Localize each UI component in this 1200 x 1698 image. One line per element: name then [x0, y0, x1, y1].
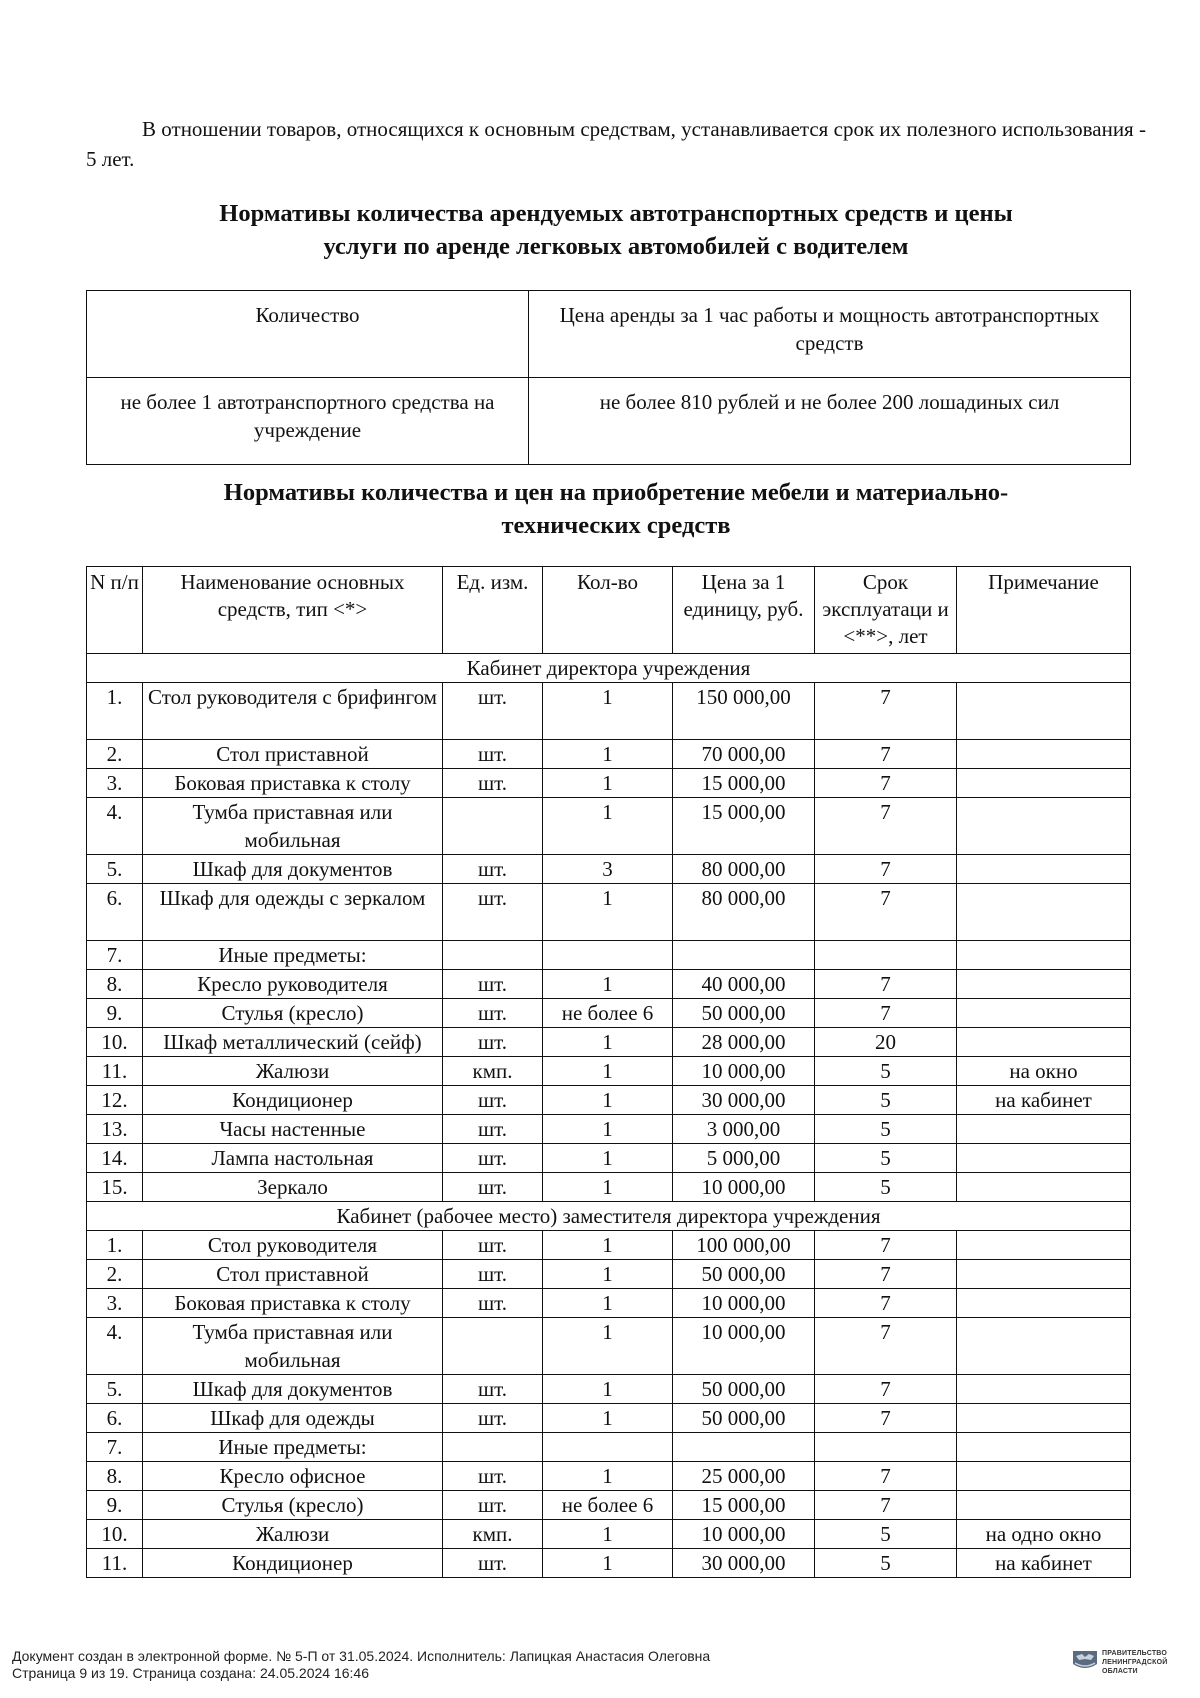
intro-paragraph: В отношении товаров, относящихся к основным средствам, устанавливается срок их полезного использования - 5 лет. [86, 117, 1146, 171]
cell-lifetime: 5 [815, 1173, 957, 1202]
section1-title-row [87, 654, 1131, 683]
cell-quantity: 1 [543, 1231, 673, 1260]
cell-unit: шт. [443, 1231, 543, 1260]
cell-unit: кмп. [443, 1520, 543, 1549]
table-row [87, 1433, 1131, 1462]
header-unit: Ед. изм. [443, 567, 543, 654]
cell-price: 30 000,00 [673, 1086, 815, 1115]
cell-lifetime: 20 [815, 1028, 957, 1057]
furniture-heading-line-1: Нормативы количества и цен на приобретение мебели и материально- [223, 479, 1009, 506]
cell-number: 3. [87, 1289, 143, 1318]
table-row [87, 970, 1131, 999]
cell-number: 8. [87, 1462, 143, 1491]
cell-lifetime: 5 [815, 1057, 957, 1086]
cell-number: 8. [87, 970, 143, 999]
cell-name: Кондиционер [143, 1549, 443, 1578]
cell-quantity: не более 6 [543, 1491, 673, 1520]
cell-price: 15 000,00 [673, 798, 815, 855]
cell-price: 25 000,00 [673, 1462, 815, 1491]
cell-unit: шт. [443, 1260, 543, 1289]
table-row [87, 1231, 1131, 1260]
table-row [87, 1520, 1131, 1549]
rent-heading-line-2: услуги по аренде легковых автомобилей с водителем [323, 233, 909, 260]
cell-name: Шкаф для документов [143, 1375, 443, 1404]
cell-number: 13. [87, 1115, 143, 1144]
cell-name: Стол приставной [143, 740, 443, 769]
table-row [87, 941, 1131, 970]
logo-line-3: ОБЛАСТИ [1102, 1668, 1138, 1675]
logo-line-2: ЛЕНИНГРАДСКОЙ [1102, 1659, 1168, 1666]
cell-lifetime: 7 [815, 1404, 957, 1433]
cell-unit [443, 798, 543, 855]
cell-quantity: 1 [543, 1404, 673, 1433]
cell-lifetime: 7 [815, 1491, 957, 1520]
furniture-header-row [87, 567, 1131, 654]
cell-number: 1. [87, 1231, 143, 1260]
section-title: Кабинет директора учреждения [87, 654, 1131, 683]
table-row [87, 1404, 1131, 1433]
cell-note [957, 683, 1131, 740]
cell-name: Шкаф металлический (сейф) [143, 1028, 443, 1057]
rent-table [86, 290, 1131, 465]
cell-quantity: 1 [543, 1462, 673, 1491]
cell-number: 15. [87, 1173, 143, 1202]
cell-number: 7. [87, 941, 143, 970]
rent-cell-price: не более 810 рублей и не более 200 лошадиных сил [529, 378, 1131, 465]
cell-unit: шт. [443, 1462, 543, 1491]
cell-quantity: 1 [543, 683, 673, 740]
cell-number: 2. [87, 740, 143, 769]
cell-number: 11. [87, 1057, 143, 1086]
cell-name: Шкаф для одежды [143, 1404, 443, 1433]
cell-unit: шт. [443, 1173, 543, 1202]
cell-price: 10 000,00 [673, 1173, 815, 1202]
cell-number: 10. [87, 1028, 143, 1057]
cell-quantity: 1 [543, 1086, 673, 1115]
cell-name: Стол приставной [143, 1260, 443, 1289]
cell-note [957, 1375, 1131, 1404]
cell-unit: шт. [443, 1289, 543, 1318]
cell-lifetime: 5 [815, 1115, 957, 1144]
cell-lifetime: 5 [815, 1549, 957, 1578]
header-lifetime: Срок эксплуатаци и <**>, лет [815, 567, 957, 654]
cell-note [957, 1144, 1131, 1173]
footer-line-1: Документ создан в электронной форме. № 5-П от 31.05.2024. Исполнитель: Лапицкая Анастасия Олеговна [12, 1648, 711, 1664]
cell-price: 80 000,00 [673, 884, 815, 941]
cell-number: 12. [87, 1086, 143, 1115]
cell-unit: кмп. [443, 1057, 543, 1086]
table-row [87, 1462, 1131, 1491]
cell-lifetime: 7 [815, 683, 957, 740]
cell-number: 9. [87, 999, 143, 1028]
cell-number: 1. [87, 683, 143, 740]
cell-lifetime: 7 [815, 884, 957, 941]
cell-number: 6. [87, 884, 143, 941]
cell-note [957, 855, 1131, 884]
cell-quantity: 1 [543, 1375, 673, 1404]
cell-note [957, 798, 1131, 855]
cell-unit: шт. [443, 683, 543, 740]
emblem-icon [1072, 1648, 1098, 1672]
cell-quantity: 1 [543, 740, 673, 769]
logo-line-1: ПРАВИТЕЛЬСТВО [1102, 1650, 1168, 1657]
table-row [87, 884, 1131, 941]
rent-header-price: Цена аренды за 1 час работы и мощность автотранспортных средств [529, 291, 1131, 378]
cell-quantity: 1 [543, 769, 673, 798]
cell-unit: шт. [443, 769, 543, 798]
cell-quantity: 1 [543, 884, 673, 941]
cell-lifetime: 7 [815, 798, 957, 855]
cell-lifetime: 7 [815, 1231, 957, 1260]
logo-caption [1102, 1649, 1192, 1676]
cell-name: Боковая приставка к столу [143, 1289, 443, 1318]
cell-quantity: 1 [543, 1028, 673, 1057]
cell-unit: шт. [443, 1491, 543, 1520]
cell-unit [443, 941, 543, 970]
cell-name: Кресло офисное [143, 1462, 443, 1491]
section2-title-row [87, 1202, 1131, 1231]
cell-unit: шт. [443, 999, 543, 1028]
cell-quantity [543, 1433, 673, 1462]
rent-heading [86, 197, 1146, 263]
cell-note [957, 1260, 1131, 1289]
table-row [87, 1115, 1131, 1144]
cell-name: Часы настенные [143, 1115, 443, 1144]
cell-price: 150 000,00 [673, 683, 815, 740]
rent-header-quantity: Количество [87, 291, 529, 378]
cell-lifetime: 7 [815, 1462, 957, 1491]
cell-lifetime: 7 [815, 769, 957, 798]
cell-price: 50 000,00 [673, 1404, 815, 1433]
cell-unit: шт. [443, 1549, 543, 1578]
cell-note [957, 1318, 1131, 1375]
cell-lifetime: 7 [815, 999, 957, 1028]
cell-quantity: 1 [543, 1520, 673, 1549]
cell-note: на кабинет [957, 1086, 1131, 1115]
cell-lifetime: 5 [815, 1144, 957, 1173]
cell-unit: шт. [443, 884, 543, 941]
cell-price: 100 000,00 [673, 1231, 815, 1260]
rent-cell-quantity: не более 1 автотранспортного средства на учреждение [87, 378, 529, 465]
cell-price: 10 000,00 [673, 1318, 815, 1375]
furniture-heading [86, 476, 1146, 542]
table-row [87, 999, 1131, 1028]
cell-quantity: 1 [543, 798, 673, 855]
cell-note [957, 1028, 1131, 1057]
table-row [87, 1086, 1131, 1115]
cell-lifetime: 7 [815, 1289, 957, 1318]
header-quantity: Кол-во [543, 567, 673, 654]
cell-note [957, 769, 1131, 798]
cell-note [957, 999, 1131, 1028]
cell-quantity: 1 [543, 1115, 673, 1144]
header-note: Примечание [957, 567, 1131, 654]
cell-note [957, 1404, 1131, 1433]
cell-name: Стулья (кресло) [143, 1491, 443, 1520]
table-row [87, 683, 1131, 740]
cell-name: Шкаф для одежды с зеркалом [143, 884, 443, 941]
cell-price: 10 000,00 [673, 1520, 815, 1549]
cell-name: Кондиционер [143, 1086, 443, 1115]
cell-number: 2. [87, 1260, 143, 1289]
table-row [87, 1375, 1131, 1404]
table-row [87, 1144, 1131, 1173]
cell-price: 50 000,00 [673, 999, 815, 1028]
table-row [87, 1289, 1131, 1318]
rent-heading-line-1: Нормативы количества арендуемых автотранспортных средств и цены [219, 200, 1013, 227]
cell-price: 80 000,00 [673, 855, 815, 884]
cell-number: 11. [87, 1549, 143, 1578]
cell-price: 40 000,00 [673, 970, 815, 999]
cell-lifetime [815, 1433, 957, 1462]
cell-quantity: 3 [543, 855, 673, 884]
cell-price: 28 000,00 [673, 1028, 815, 1057]
cell-name: Жалюзи [143, 1520, 443, 1549]
cell-quantity: не более 6 [543, 999, 673, 1028]
cell-unit: шт. [443, 1086, 543, 1115]
header-name: Наименование основных средств, тип <*> [143, 567, 443, 654]
cell-unit: шт. [443, 1375, 543, 1404]
table-row [87, 740, 1131, 769]
cell-price: 30 000,00 [673, 1549, 815, 1578]
cell-name: Тумба приставная или мобильная [143, 1318, 443, 1375]
furniture-heading-line-2: технических средств [501, 512, 731, 539]
furniture-table [86, 566, 1131, 1578]
cell-lifetime: 5 [815, 1086, 957, 1115]
cell-name: Стол руководителя [143, 1231, 443, 1260]
cell-price: 15 000,00 [673, 1491, 815, 1520]
cell-name: Шкаф для документов [143, 855, 443, 884]
cell-unit: шт. [443, 740, 543, 769]
cell-number: 10. [87, 1520, 143, 1549]
cell-unit: шт. [443, 970, 543, 999]
cell-lifetime: 7 [815, 1260, 957, 1289]
cell-price: 50 000,00 [673, 1375, 815, 1404]
cell-number: 14. [87, 1144, 143, 1173]
cell-quantity [543, 941, 673, 970]
cell-note [957, 941, 1131, 970]
cell-note [957, 1433, 1131, 1462]
cell-name: Кресло руководителя [143, 970, 443, 999]
cell-note: на одно окно [957, 1520, 1131, 1549]
cell-name: Лампа настольная [143, 1144, 443, 1173]
table-row [87, 769, 1131, 798]
cell-price: 10 000,00 [673, 1289, 815, 1318]
cell-price: 10 000,00 [673, 1057, 815, 1086]
cell-lifetime: 7 [815, 1375, 957, 1404]
cell-unit: шт. [443, 1404, 543, 1433]
cell-note [957, 1173, 1131, 1202]
table-row [87, 1057, 1131, 1086]
cell-price: 15 000,00 [673, 769, 815, 798]
cell-quantity: 1 [543, 1260, 673, 1289]
header-number: N п/п [87, 567, 143, 654]
cell-name: Тумба приставная или мобильная [143, 798, 443, 855]
cell-name: Боковая приставка к столу [143, 769, 443, 798]
cell-note [957, 1289, 1131, 1318]
cell-number: 4. [87, 798, 143, 855]
cell-unit: шт. [443, 1144, 543, 1173]
cell-number: 6. [87, 1404, 143, 1433]
cell-note: на окно [957, 1057, 1131, 1086]
cell-lifetime: 7 [815, 970, 957, 999]
cell-quantity: 1 [543, 1057, 673, 1086]
cell-quantity: 1 [543, 1173, 673, 1202]
table-row [87, 1260, 1131, 1289]
table-row [87, 798, 1131, 855]
cell-lifetime: 5 [815, 1520, 957, 1549]
cell-name: Стол руководителя с брифингом [143, 683, 443, 740]
footer-line-2: Страница 9 из 19. Страница создана: 24.05.2024 16:46 [12, 1665, 369, 1681]
cell-note [957, 1115, 1131, 1144]
table-row [87, 1173, 1131, 1202]
document-footer [12, 1648, 710, 1682]
cell-price: 70 000,00 [673, 740, 815, 769]
cell-price: 5 000,00 [673, 1144, 815, 1173]
cell-quantity: 1 [543, 1318, 673, 1375]
cell-price [673, 941, 815, 970]
cell-price: 50 000,00 [673, 1260, 815, 1289]
cell-note [957, 970, 1131, 999]
cell-unit: шт. [443, 1028, 543, 1057]
cell-unit: шт. [443, 1115, 543, 1144]
cell-note [957, 1231, 1131, 1260]
rent-table-header-row [87, 291, 1131, 378]
cell-quantity: 1 [543, 970, 673, 999]
cell-number: 4. [87, 1318, 143, 1375]
table-row [87, 1491, 1131, 1520]
cell-name: Жалюзи [143, 1057, 443, 1086]
cell-lifetime [815, 941, 957, 970]
cell-number: 3. [87, 769, 143, 798]
cell-name: Иные предметы: [143, 1433, 443, 1462]
cell-lifetime: 7 [815, 1318, 957, 1375]
table-row [87, 1028, 1131, 1057]
header-price: Цена за 1 единицу, руб. [673, 567, 815, 654]
cell-number: 5. [87, 1375, 143, 1404]
table-row [87, 855, 1131, 884]
cell-price [673, 1433, 815, 1462]
cell-quantity: 1 [543, 1144, 673, 1173]
cell-name: Иные предметы: [143, 941, 443, 970]
rent-table-row [87, 378, 1131, 465]
cell-note [957, 884, 1131, 941]
cell-quantity: 1 [543, 1549, 673, 1578]
table-row [87, 1549, 1131, 1578]
cell-name: Стулья (кресло) [143, 999, 443, 1028]
cell-note: на кабинет [957, 1549, 1131, 1578]
cell-number: 9. [87, 1491, 143, 1520]
cell-note [957, 1462, 1131, 1491]
cell-quantity: 1 [543, 1289, 673, 1318]
cell-price: 3 000,00 [673, 1115, 815, 1144]
cell-lifetime: 7 [815, 855, 957, 884]
cell-name: Зеркало [143, 1173, 443, 1202]
table-row [87, 1318, 1131, 1375]
cell-note [957, 740, 1131, 769]
cell-note [957, 1491, 1131, 1520]
cell-unit: шт. [443, 855, 543, 884]
government-logo [1072, 1648, 1192, 1684]
cell-lifetime: 7 [815, 740, 957, 769]
cell-number: 5. [87, 855, 143, 884]
cell-unit [443, 1318, 543, 1375]
cell-number: 7. [87, 1433, 143, 1462]
section-title: Кабинет (рабочее место) заместителя директора учреждения [87, 1202, 1131, 1231]
cell-unit [443, 1433, 543, 1462]
